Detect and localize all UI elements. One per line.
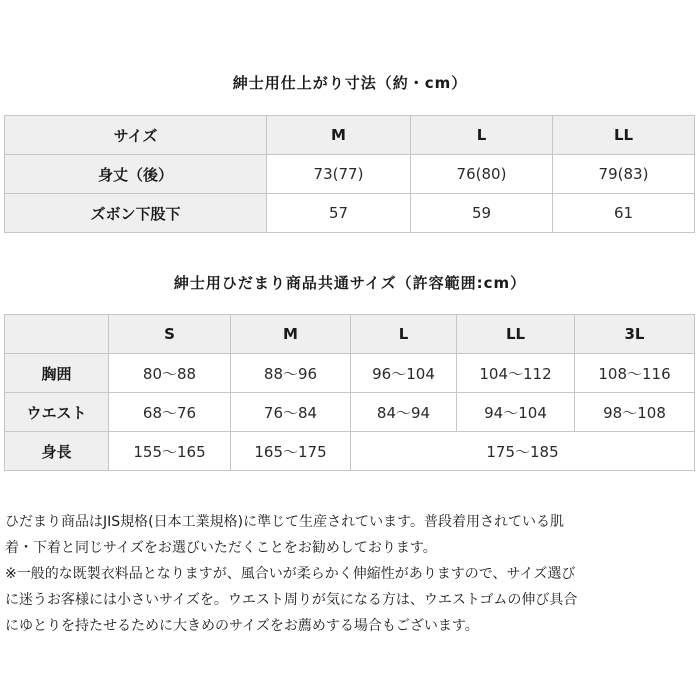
note-line: ひだまり商品はJIS規格(日本工業規格)に準じて生産されています。普段着用されている肌 — [5, 514, 564, 530]
column-header-l: L — [411, 116, 553, 155]
cell-inseam-m: 57 — [267, 194, 411, 233]
table-row — [5, 354, 695, 393]
cell-inseam-l: 59 — [411, 194, 553, 233]
row-label-height: 身長 — [5, 432, 109, 471]
cell-waist-m: 76～84 — [231, 393, 351, 432]
column-header-l: L — [351, 315, 457, 354]
cell-chest-3l: 108～116 — [575, 354, 695, 393]
cell-chest-s: 80～88 — [109, 354, 231, 393]
row-label-body-length: 身丈（後） — [5, 155, 267, 194]
finished-dimensions-table — [4, 115, 695, 233]
common-size-title: 紳士用ひだまり商品共通サイズ（許容範囲:cm） — [173, 274, 527, 292]
column-header-m: M — [231, 315, 351, 354]
column-header-m: M — [267, 116, 411, 155]
table-row — [5, 194, 695, 233]
size-corner-header: サイズ — [5, 116, 267, 155]
table-row — [5, 315, 695, 354]
common-size-table — [4, 314, 695, 471]
table-row — [5, 116, 695, 155]
size-notes — [5, 509, 697, 639]
corner-empty-cell — [5, 315, 109, 354]
cell-waist-3l: 98～108 — [575, 393, 695, 432]
column-header-ll: LL — [553, 116, 695, 155]
cell-height-m: 165～175 — [231, 432, 351, 471]
table-row — [5, 393, 695, 432]
cell-waist-s: 68～76 — [109, 393, 231, 432]
table-row — [5, 432, 695, 471]
row-label-chest: 胸囲 — [5, 354, 109, 393]
cell-inseam-ll: 61 — [553, 194, 695, 233]
cell-chest-l: 96～104 — [351, 354, 457, 393]
cell-height-l-to-3l: 175～185 — [351, 432, 695, 471]
table-row — [5, 155, 695, 194]
note-line: ※一般的な既製衣料品となりますが、風合いが柔らかく伸縮性がありますので、サイズ選び — [5, 566, 576, 582]
cell-height-s: 155～165 — [109, 432, 231, 471]
row-label-inseam: ズボン下股下 — [5, 194, 267, 233]
column-header-s: S — [109, 315, 231, 354]
column-header-3l: 3L — [575, 315, 695, 354]
column-header-ll: LL — [457, 315, 575, 354]
row-label-waist: ウエスト — [5, 393, 109, 432]
cell-chest-m: 88～96 — [231, 354, 351, 393]
note-line: に迷うお客様には小さいサイズを。ウエスト周りが気になる方は、ウエストゴムの伸び具合 — [5, 592, 578, 608]
note-line: にゆとりを持たせるために大きめのサイズをお薦めする場合もございます。 — [5, 618, 479, 634]
cell-waist-l: 84～94 — [351, 393, 457, 432]
finished-dimensions-title: 紳士用仕上がり寸法（約・cm） — [232, 74, 468, 92]
cell-body-length-l: 76(80) — [411, 155, 553, 194]
cell-body-length-m: 73(77) — [267, 155, 411, 194]
cell-waist-ll: 94～104 — [457, 393, 575, 432]
note-line: 着・下着と同じサイズをお選びいただくことをお勧めしております。 — [5, 540, 437, 556]
cell-body-length-ll: 79(83) — [553, 155, 695, 194]
cell-chest-ll: 104～112 — [457, 354, 575, 393]
